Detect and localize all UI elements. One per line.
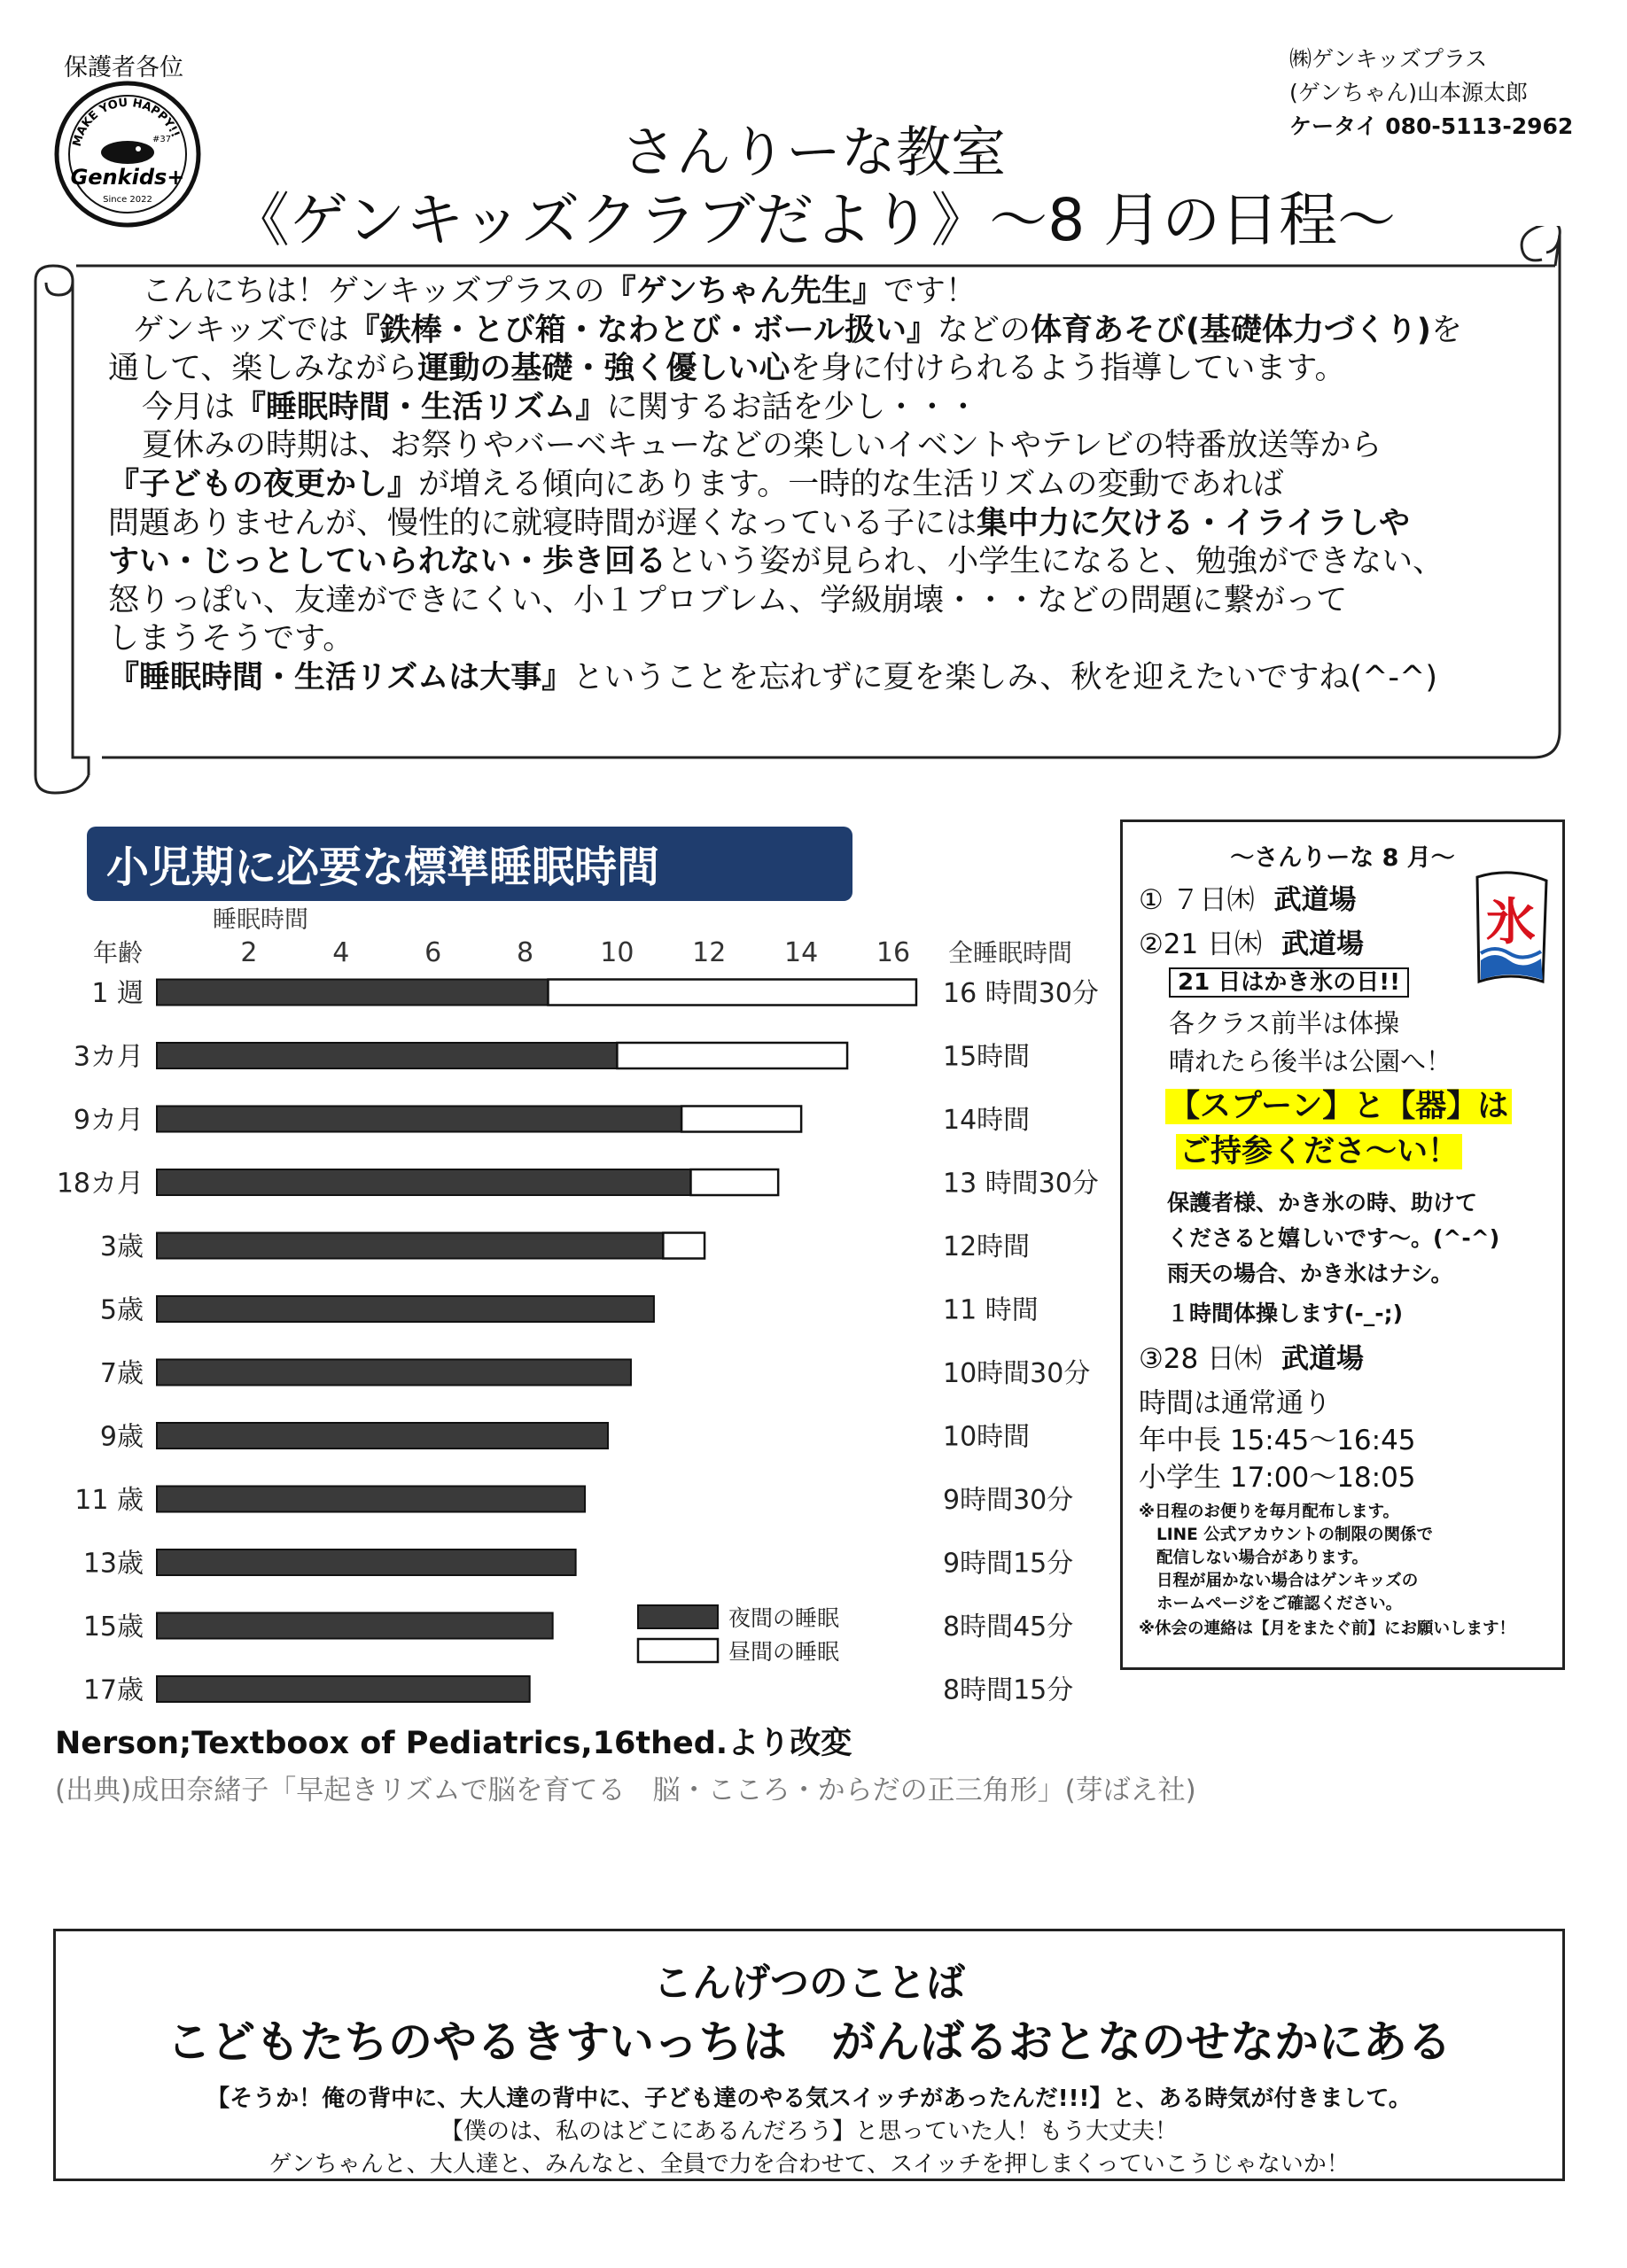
intro-text-run: に関するお話を少し・・・ [606,389,979,425]
company-name: ㈱ゲンキッズプラス [1289,46,1488,72]
time-note: 時間は通常通り [1139,1387,1331,1419]
intro-emphasis: すい・じっとしていられない・歩き回る [108,544,667,580]
night-sleep-bar [157,1043,617,1068]
intro-line [108,273,1526,312]
bring-notice-1-text: 【スプーン】と【器】は [1165,1089,1512,1124]
rain-note-1: 雨天の場合、かき氷はナシ。 [1167,1261,1453,1286]
age-label: 7歳 [99,1358,144,1389]
motto-line-1: 【そうか！俺の背中に、大人達の背中に、子ども達のやる気スイッチがあったんだ!!!】と、ある時気が付きまして。 [206,2085,1412,2112]
total-sleep-label: 11 時間 [943,1294,1039,1326]
intro-emphasis: 『睡眠時間・生活リズム』 [235,389,607,425]
day-sleep-bar [548,980,916,1006]
night-sleep-bar [157,1550,576,1575]
x-tick-label: 6 [424,937,442,968]
august-schedule-box [1120,819,1565,1670]
logo-since-text: Since 2022 [103,195,152,205]
intro-line [108,620,1526,659]
age-label: 9カ月 [73,1105,144,1136]
schedule-item-3-date: ③28 日㈭ [1139,1343,1263,1375]
chart-source-citation: (出典)成田奈緒子「早起きリズムで脳を育てる 脳・こころ・からだの正三角形」(芽ばえ社) [55,1775,1196,1806]
intro-text-run: 今月は [142,389,236,425]
help-request-1: 保護者様、かき氷の時、助けて [1167,1190,1478,1216]
bring-notice-2-text: ご持参くださ～い！ [1176,1134,1462,1169]
day-sleep-bar [663,1233,705,1259]
footnote-1: ※日程のお便りを毎月配布します。 [1139,1503,1400,1521]
footnote-5: ホームページをご確認ください。 [1156,1595,1403,1613]
ice-flag-icon [1470,868,1552,992]
time-elementary: 小学生 17:00～18:05 [1139,1462,1416,1494]
total-sleep-label: 16 時間30分 [943,978,1099,1009]
schedule-item-2 [1139,921,1364,961]
total-sleep-label: 12時間 [943,1231,1031,1262]
intro-text [108,273,1526,698]
day-sleep-bar [681,1107,801,1132]
recipient-label: 保護者各位 [64,54,183,82]
total-sleep-label: 10時間30分 [943,1358,1091,1389]
intro-emphasis: 『睡眠時間・生活リズムは大事』 [108,659,573,695]
intro-emphasis: 集中力に欠ける・イライラしや [977,505,1410,541]
age-label: 1 週 [91,978,144,1009]
intro-line [108,582,1526,621]
intro-text-run: が増える傾向にあります。一時的な生活リズムの変動であれば [418,466,1284,502]
intro-line [108,350,1526,389]
intro-text-run: しまうそうです。 [108,621,354,657]
schedule-item-1-place: 武道場 [1273,884,1357,916]
x-tick-label: 10 [600,937,634,968]
x-tick-label: 16 [876,937,911,968]
intro-line [108,659,1526,698]
logo-brand-text: Genkids+ [70,165,185,190]
kakigori-day-label: 21 日はかき氷の日!! [1169,967,1409,998]
motto-line-2: 【僕のは、私のはどこにあるんだろう】と思っていた人！もう大丈夫！ [440,2118,1178,2145]
bring-notice-2 [1176,1127,1462,1171]
monthly-motto-box [53,1929,1565,2181]
night-sleep-bar [157,1676,530,1702]
intro-emphasis: 運動の基礎・強く優しい心 [417,351,790,387]
intro-text-run: です！ [883,274,977,309]
intro-text-run: などの [937,312,1031,348]
x-tick-label: 4 [332,937,350,968]
night-sleep-bar [157,980,548,1006]
total-sleep-label: 9時間15分 [943,1548,1074,1580]
total-sleep-label: 14時間 [943,1105,1031,1136]
schedule-item-2-date: ②21 日㈭ [1139,928,1263,960]
night-sleep-bar [157,1487,585,1512]
intro-text-run: ゲンキッズでは [133,312,349,348]
age-label: 3歳 [99,1231,144,1262]
night-sleep-bar [157,1107,681,1132]
intro-line [108,543,1526,582]
night-sleep-bar [157,1296,654,1322]
logo-ring-text: MAKE YOU HAPPY!! [70,96,183,149]
schedule-item-1 [1139,877,1357,917]
age-label: 11 歳 [74,1485,144,1516]
age-label: 17歳 [82,1674,144,1706]
intro-line [108,505,1526,544]
intro-text-run: を身に付けられるよう指導しています。 [790,351,1346,387]
bring-notice-1 [1165,1082,1512,1126]
intro-text-run: を [1430,312,1462,348]
day-sleep-bar [617,1043,847,1068]
age-label: 9歳 [99,1421,144,1453]
x-tick-label: 8 [516,937,534,968]
total-header: 全睡眠時間 [948,938,1073,967]
age-label: 18カ月 [56,1168,144,1200]
night-sleep-bar [157,1423,608,1449]
age-label: 5歳 [99,1294,144,1326]
total-sleep-label: 8時間45分 [943,1612,1074,1643]
total-sleep-label: 15時間 [943,1041,1031,1073]
total-sleep-label: 10時間 [943,1421,1031,1453]
contact-person: (ゲンちゃん)山本源太郎 [1289,80,1529,105]
rain-note-2: １時間体操します(-_-;) [1167,1301,1404,1326]
category-header: 年齢 [93,938,144,967]
motto-title: こんげつのことば [653,1961,965,2006]
class-note-first-half: 各クラス前半は体操 [1169,1008,1400,1038]
footnote-6: ※休会の連絡は【月をまたぐ前】にお願いします！ [1139,1619,1515,1638]
legend-night-swatch [638,1605,718,1628]
intro-line [108,312,1526,351]
footnote-4: 日程が届かない場合はゲンキッズの [1156,1572,1419,1590]
motto-line-3: ゲンちゃんと、大人達と、みんなと、全員で力を合わせて、スイッチを押しまくっていこうじゃないか！ [269,2151,1350,2178]
intro-emphasis: 『鉄棒・とび箱・なわとび・ボール扱い』 [348,312,938,348]
x-tick-label: 14 [784,937,819,968]
class-note-second-half: 晴れたら後半は公園へ！ [1169,1046,1452,1076]
schedule-item-1-date: ① ７日㈭ [1139,884,1255,916]
intro-text-run: 夏休みの時期は、お祭りやバーベキューなどの楽しいイベントやテレビの特番放送等から [142,428,1382,464]
intro-text-run: ということを忘れずに夏を楽しみ、秋を迎えたいですね(^-^) [572,659,1438,695]
intro-line [108,389,1526,428]
schedule-item-3 [1139,1336,1364,1376]
sleep-chart [44,819,1121,1714]
total-sleep-label: 13 時間30分 [943,1168,1099,1200]
chart-source-reference: Nerson;Textboox of Pediatrics,16thed.より改変 [55,1726,852,1761]
footnote-2: LINE 公式アカウントの制限の関係で [1156,1526,1434,1544]
intro-emphasis: 『子どもの夜更かし』 [108,466,419,502]
intro-text-run: 怒りっぽい、友達ができにくい、小１プロブレム、学級崩壊・・・などの問題に繋がって [108,582,1348,618]
help-request-2: くださると嬉しいです～。(^-^) [1167,1225,1500,1251]
motto-main-text: こどもたちのやるきすいっちは がんばるおとなのせなかにある [167,2016,1452,2068]
time-kindergarten: 年中長 15:45～16:45 [1139,1425,1416,1456]
night-sleep-bar [157,1360,631,1386]
legend-day-swatch [638,1639,718,1662]
age-label: 15歳 [82,1612,144,1643]
night-sleep-bar [157,1169,690,1195]
intro-emphasis: 体育あそび(基礎体力づくり) [1030,312,1431,348]
chart-title: 小児期に必要な標準睡眠時間 [106,843,660,892]
intro-line [108,427,1526,466]
age-label: 3カ月 [73,1041,144,1073]
x-axis-label: 睡眠時間 [213,906,308,934]
age-label: 13歳 [82,1548,144,1580]
schedule-item-3-place: 武道場 [1281,1343,1364,1375]
class-title: さんりーな教室 [620,120,1006,184]
kakigori-day-notice [1169,964,1409,997]
legend-night-label: 夜間の睡眠 [728,1605,840,1631]
night-sleep-bar [157,1613,553,1639]
footnote-3: 配信しない場合があります。 [1156,1549,1369,1567]
x-tick-label: 12 [692,937,727,968]
total-sleep-label: 9時間30分 [943,1485,1074,1516]
intro-text-run: 問題ありませんが、慢性的に就寝時間が遅くなっている子には [108,505,977,541]
intro-text-run: という姿が見られ、小学生になると、勉強ができない、 [666,544,1444,580]
intro-line [108,466,1526,505]
intro-text-run: こんにちは！ゲンキッズプラスの [142,274,605,309]
logo-small-text: #37 [152,135,172,144]
intro-emphasis: 『ゲンちゃん先生』 [604,274,884,309]
schedule-item-2-place: 武道場 [1281,928,1364,960]
schedule-title: ～さんりーな 8 月～ [1230,844,1455,872]
night-sleep-bar [157,1233,663,1259]
day-sleep-bar [690,1169,778,1195]
ice-flag-text: 氷 [1486,894,1536,951]
phone-number: ケータイ 080-5113-2962 [1289,113,1574,139]
newsletter-title: 《ゲンキッズクラブだより》～8 月の日程～ [230,186,1397,254]
x-tick-label: 2 [240,937,258,968]
legend-day-label: 昼間の睡眠 [728,1639,840,1665]
total-sleep-label: 8時間15分 [943,1674,1074,1706]
intro-text-run: 通して、楽しみながら [108,351,418,387]
